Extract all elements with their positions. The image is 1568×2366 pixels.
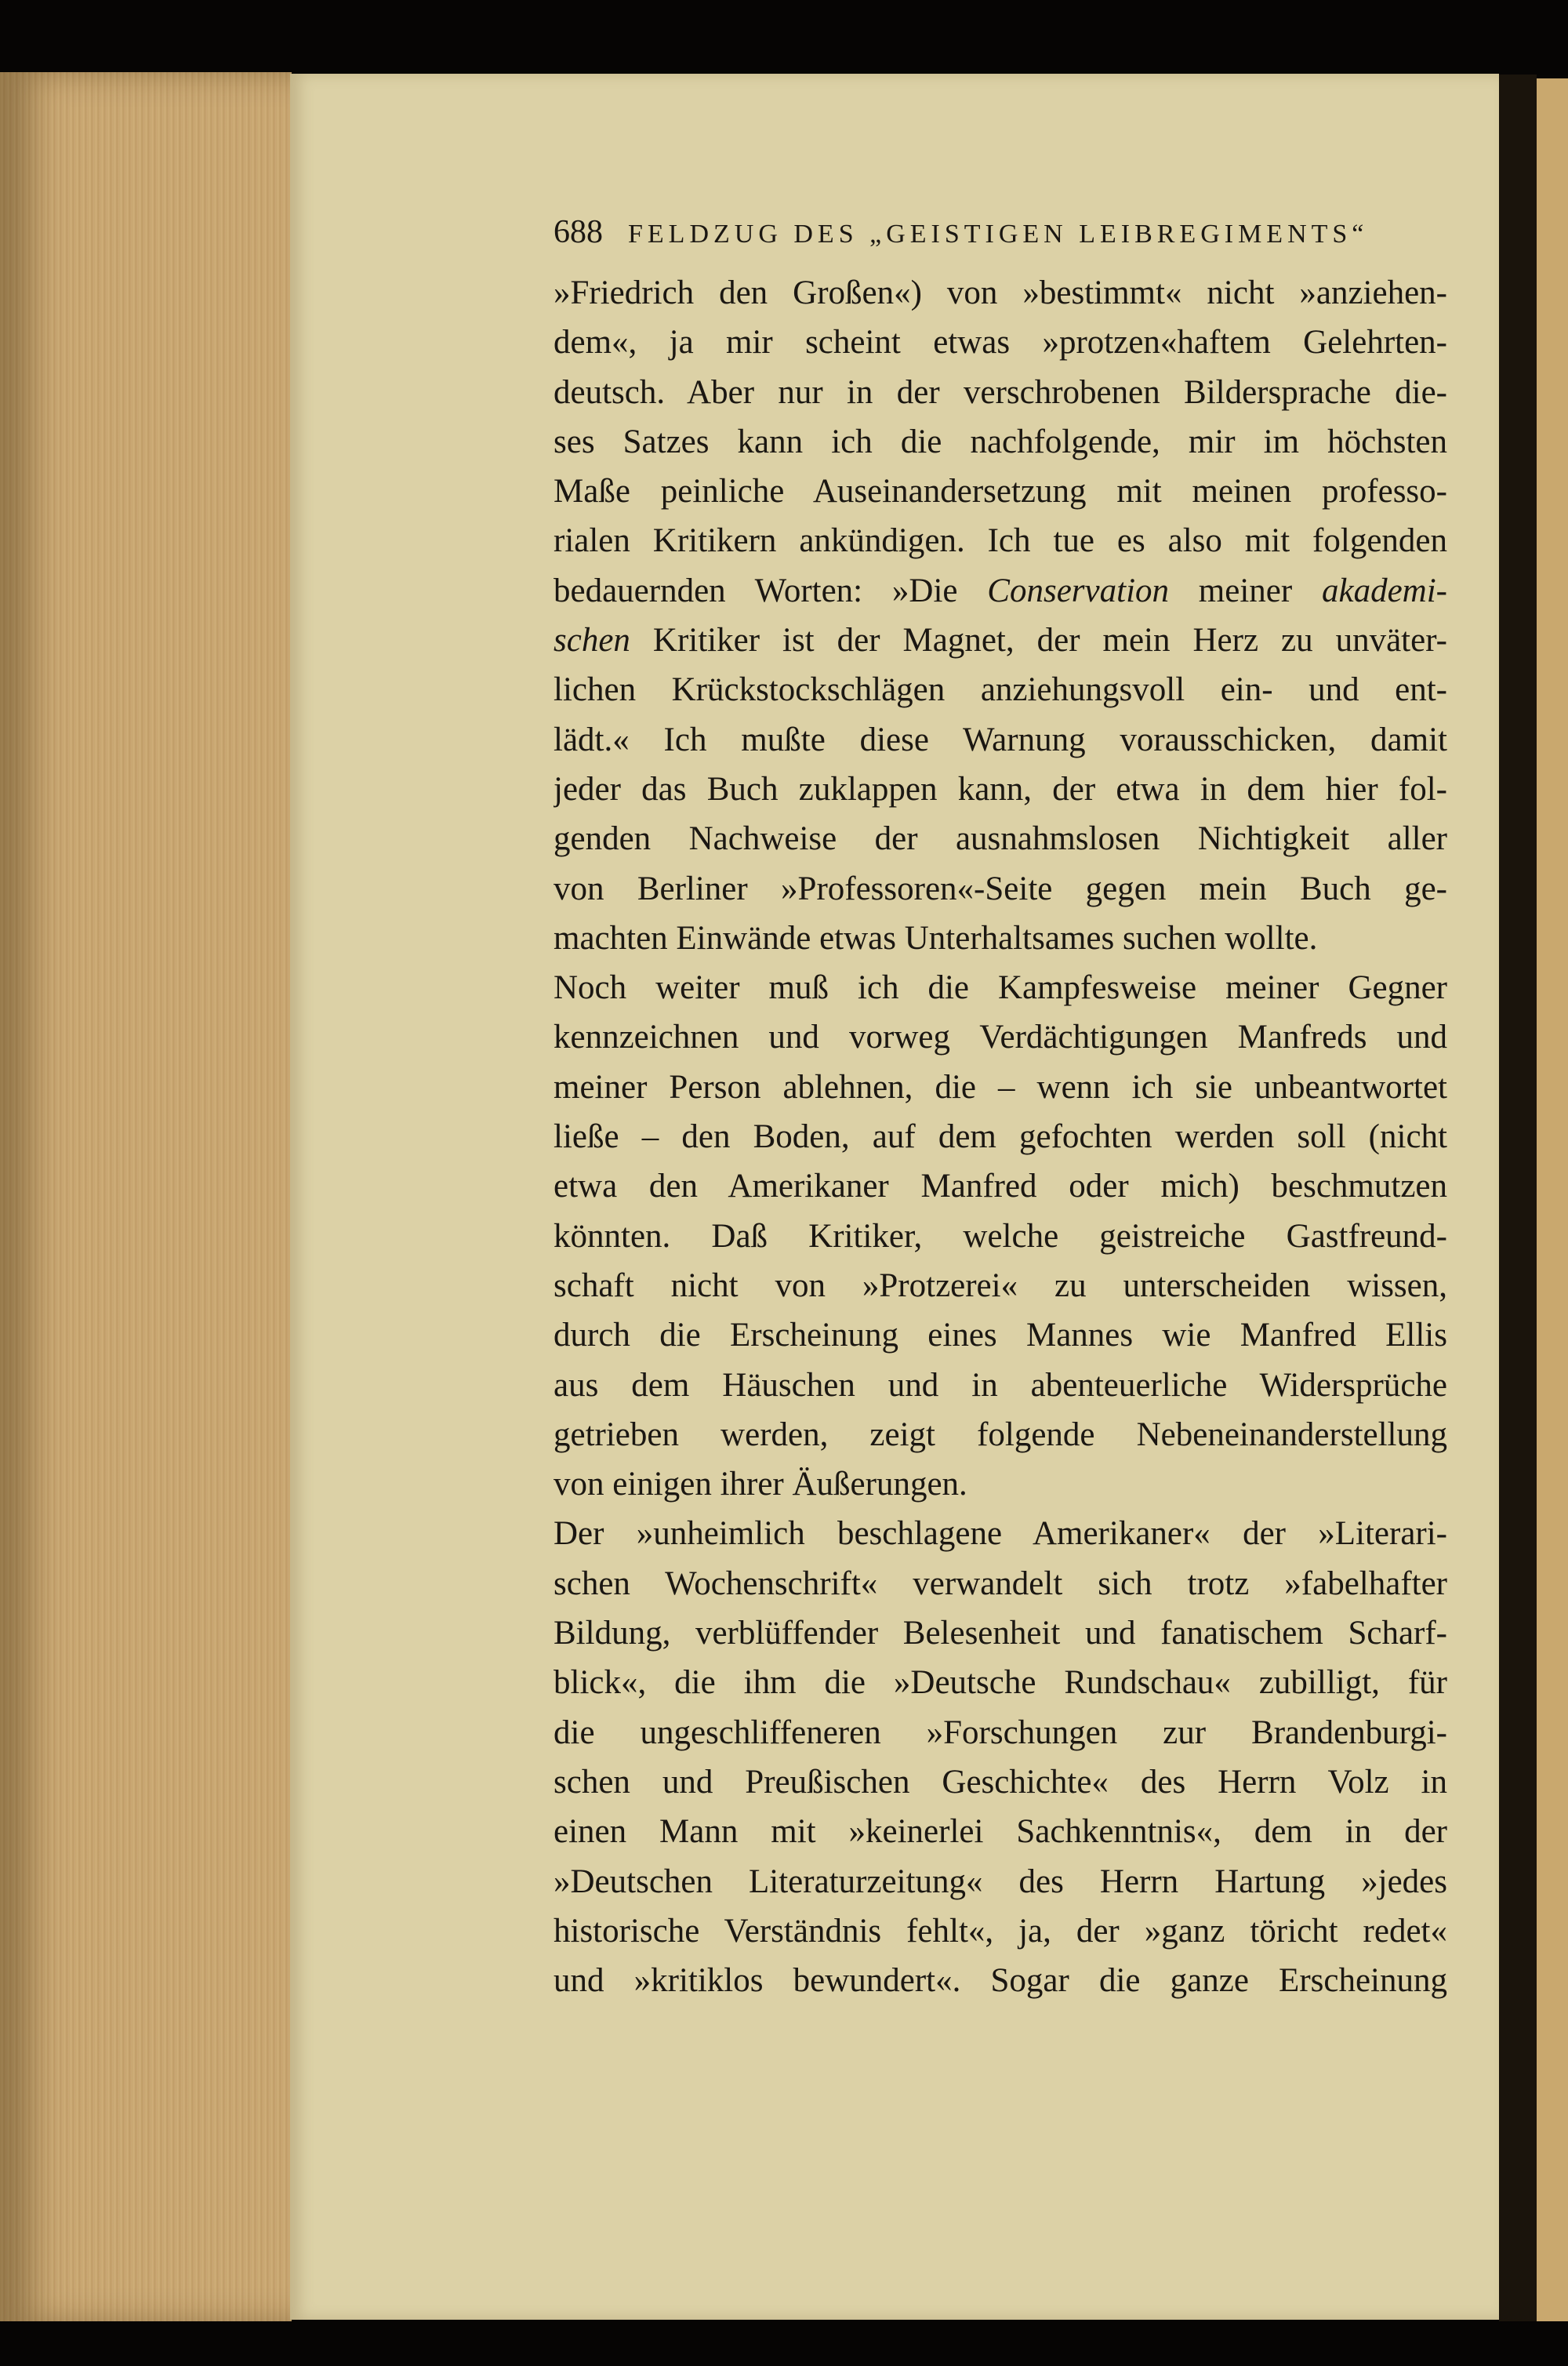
text-span: deutsch. Aber nur in der verschrobenen Bildersprache die- <box>554 373 1447 411</box>
text-span: genden Nachweise der ausnahmslosen Nichtigkeit aller <box>554 820 1447 858</box>
page-number: 688 <box>554 214 603 250</box>
text-span: schen Wochenschrift« verwandelt sich trotz »fabelhafter <box>554 1565 1447 1602</box>
running-header <box>554 213 1447 260</box>
text-span: meiner Person ablehnen, die – wenn ich sie unbeantwortet <box>554 1068 1447 1106</box>
text-span: Bildung, verblüffender Belesenheit und fanatischem Scharf- <box>554 1615 1447 1652</box>
text-span: jeder das Buch zuklappen kann, der etwa in dem hier fol- <box>554 770 1447 808</box>
running-title: FELDZUG DES „GEISTIGEN LEIBREGIMENTS“ <box>628 220 1369 249</box>
text-line <box>554 616 1447 665</box>
text-span: einen Mann mit »keinerlei Sachkenntnis«, dem in der <box>554 1813 1447 1851</box>
italic-text: akademi- <box>1322 572 1447 609</box>
text-span: von einigen ihrer Äußerungen. <box>554 1466 967 1503</box>
text-span: Maße peinliche Auseinandersetzung mit meinen professo- <box>554 473 1447 511</box>
text-line <box>554 467 1447 516</box>
scan-background-top <box>0 0 1568 75</box>
text-span: aus dem Häuschen und in abenteuerliche Widersprüche <box>554 1366 1447 1404</box>
italic-text: Conservation <box>987 572 1170 609</box>
text-line <box>554 1161 1447 1211</box>
text-span: etwa den Amerikaner Manfred oder mich) beschmutzen <box>554 1168 1447 1205</box>
text-span: machten Einwände etwas Unterhaltsames suchen wollte. <box>554 919 1318 957</box>
page-edge-stack <box>0 72 292 2323</box>
text-line <box>554 368 1447 417</box>
text-line <box>554 1459 1447 1509</box>
body-text <box>554 268 1447 2005</box>
text-span: Noch weiter muß ich die Kampfesweise meiner Gegner <box>554 969 1447 1007</box>
text-line <box>554 1509 1447 1558</box>
text-span: rialen Kritikern ankündigen. Ich tue es also mit folgenden <box>554 522 1447 560</box>
text-line <box>554 1658 1447 1707</box>
text-line <box>554 1212 1447 1261</box>
text-span: schaft nicht von »Protzerei« zu unterscheiden wissen, <box>554 1267 1447 1304</box>
italic-text: schen <box>554 622 630 660</box>
text-line <box>554 963 1447 1012</box>
text-line <box>554 1112 1447 1161</box>
text-span: ses Satzes kann ich die nachfolgende, mir im höchsten <box>554 423 1447 460</box>
text-span: lädt.« Ich mußte diese Warnung vorausschicken, damit <box>554 721 1447 758</box>
text-line <box>554 1608 1447 1658</box>
text-line <box>554 1261 1447 1310</box>
text-line <box>554 1410 1447 1459</box>
text-line <box>554 665 1447 714</box>
text-span: meiner <box>1169 572 1322 609</box>
text-line <box>554 268 1447 318</box>
text-span: Der »unheimlich beschlagene Amerikaner« der »Literari- <box>554 1515 1447 1553</box>
text-line <box>554 417 1447 467</box>
text-line <box>554 864 1447 914</box>
text-line <box>554 1310 1447 1360</box>
text-line <box>554 1857 1447 1906</box>
text-line <box>554 318 1447 367</box>
text-span: getrieben werden, zeigt folgende Nebeneinanderstellung <box>554 1416 1447 1453</box>
text-line <box>554 516 1447 565</box>
text-span: bedauernden Worten: »Die <box>554 572 988 609</box>
text-span: durch die Erscheinung eines Mannes wie Manfred Ellis <box>554 1317 1447 1354</box>
text-span: Kritiker ist der Magnet, der mein Herz zu unväter- <box>630 622 1447 660</box>
text-span: lichen Krückstockschlägen anziehungsvoll ein- und ent- <box>554 671 1447 709</box>
text-span: die ungeschliffeneren »Forschungen zur Brandenburgi- <box>554 1714 1447 1751</box>
text-span: »Friedrich den Großen«) von »bestimmt« nicht »anziehen- <box>554 274 1447 311</box>
next-page-edge <box>1537 78 1568 2321</box>
text-line <box>554 715 1447 765</box>
text-line <box>554 814 1447 863</box>
text-span: schen und Preußischen Geschichte« des Herrn Volz in <box>554 1763 1447 1801</box>
text-line <box>554 1757 1447 1807</box>
text-line <box>554 566 1447 616</box>
text-span: kennzeichnen und vorweg Verdächtigungen Manfreds und <box>554 1019 1447 1056</box>
text-line <box>554 1559 1447 1608</box>
text-span: und »kritiklos bewundert«. Sogar die ganze Erscheinung <box>554 1962 1447 2000</box>
text-span: könnten. Daß Kritiker, welche geistreiche Gastfreund- <box>554 1217 1447 1255</box>
text-span: ließe – den Boden, auf dem gefochten werden soll (nicht <box>554 1118 1447 1156</box>
text-span: historische Verständnis fehlt«, ja, der »ganz töricht redet« <box>554 1912 1447 1950</box>
text-line <box>554 1012 1447 1062</box>
text-span: dem«, ja mir scheint etwas »protzen«haftem Gelehrten- <box>554 324 1447 362</box>
text-line <box>554 1807 1447 1856</box>
text-line <box>554 914 1447 963</box>
text-line <box>554 1063 1447 1112</box>
text-line <box>554 1906 1447 1956</box>
text-line <box>554 1956 1447 2005</box>
text-line <box>554 1361 1447 1410</box>
text-span: von Berliner »Professoren«-Seite gegen mein Buch ge- <box>554 870 1447 907</box>
text-span: blick«, die ihm die »Deutsche Rundschau« zubilligt, für <box>554 1664 1447 1702</box>
scan-background-bottom <box>0 2321 1568 2366</box>
text-span: »Deutschen Literaturzeitung« des Herrn Hartung »jedes <box>554 1863 1447 1900</box>
text-line <box>554 1708 1447 1757</box>
book-gutter <box>1499 75 1537 2325</box>
text-line <box>554 765 1447 814</box>
